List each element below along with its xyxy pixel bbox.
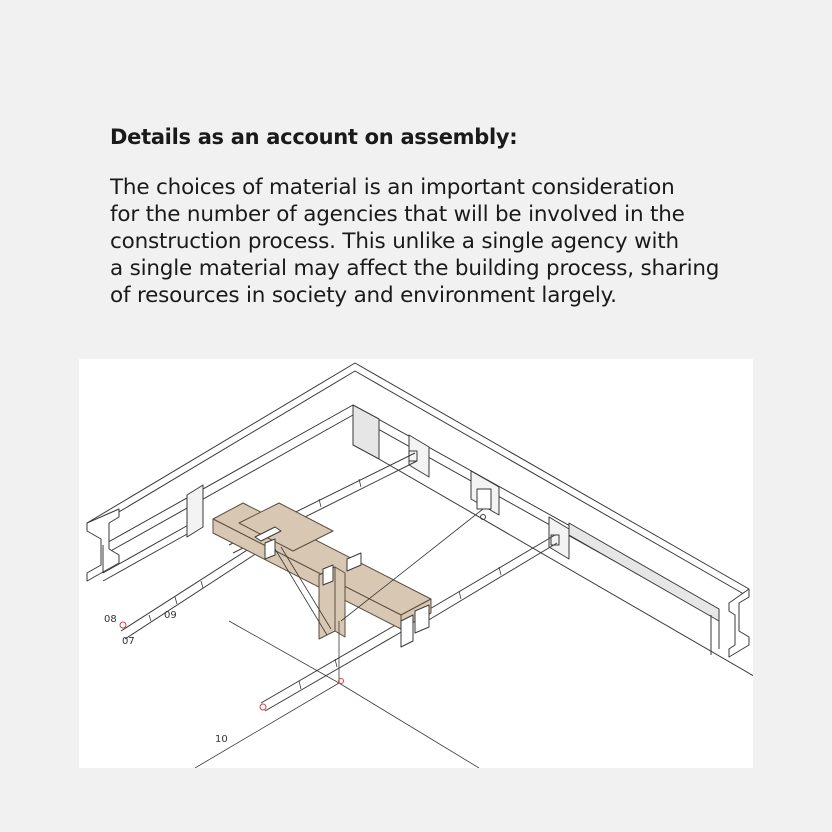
paragraph bbox=[110, 174, 750, 309]
paragraph-line: for the number of agencies that will be involved in the bbox=[110, 202, 685, 227]
cable-bracing bbox=[195, 509, 483, 768]
label-08: 08 bbox=[104, 614, 117, 625]
paragraph-line: The choices of material is an important consideration bbox=[110, 175, 675, 200]
label-09: 09 bbox=[164, 610, 177, 621]
label-07: 07 bbox=[122, 636, 135, 647]
assembly-diagram-svg bbox=[79, 359, 753, 768]
paragraph-line: a single material may affect the building process, sharing bbox=[110, 256, 720, 281]
paragraph-line: construction process. This unlike a single agency with bbox=[110, 229, 679, 254]
assembly-diagram bbox=[79, 359, 753, 768]
heading: Details as an account on assembly: bbox=[110, 125, 518, 149]
label-10: 10 bbox=[215, 734, 228, 745]
text-block bbox=[110, 122, 750, 309]
timber-assembly bbox=[213, 503, 431, 647]
paragraph-line: of resources in society and environment largely. bbox=[110, 283, 617, 308]
